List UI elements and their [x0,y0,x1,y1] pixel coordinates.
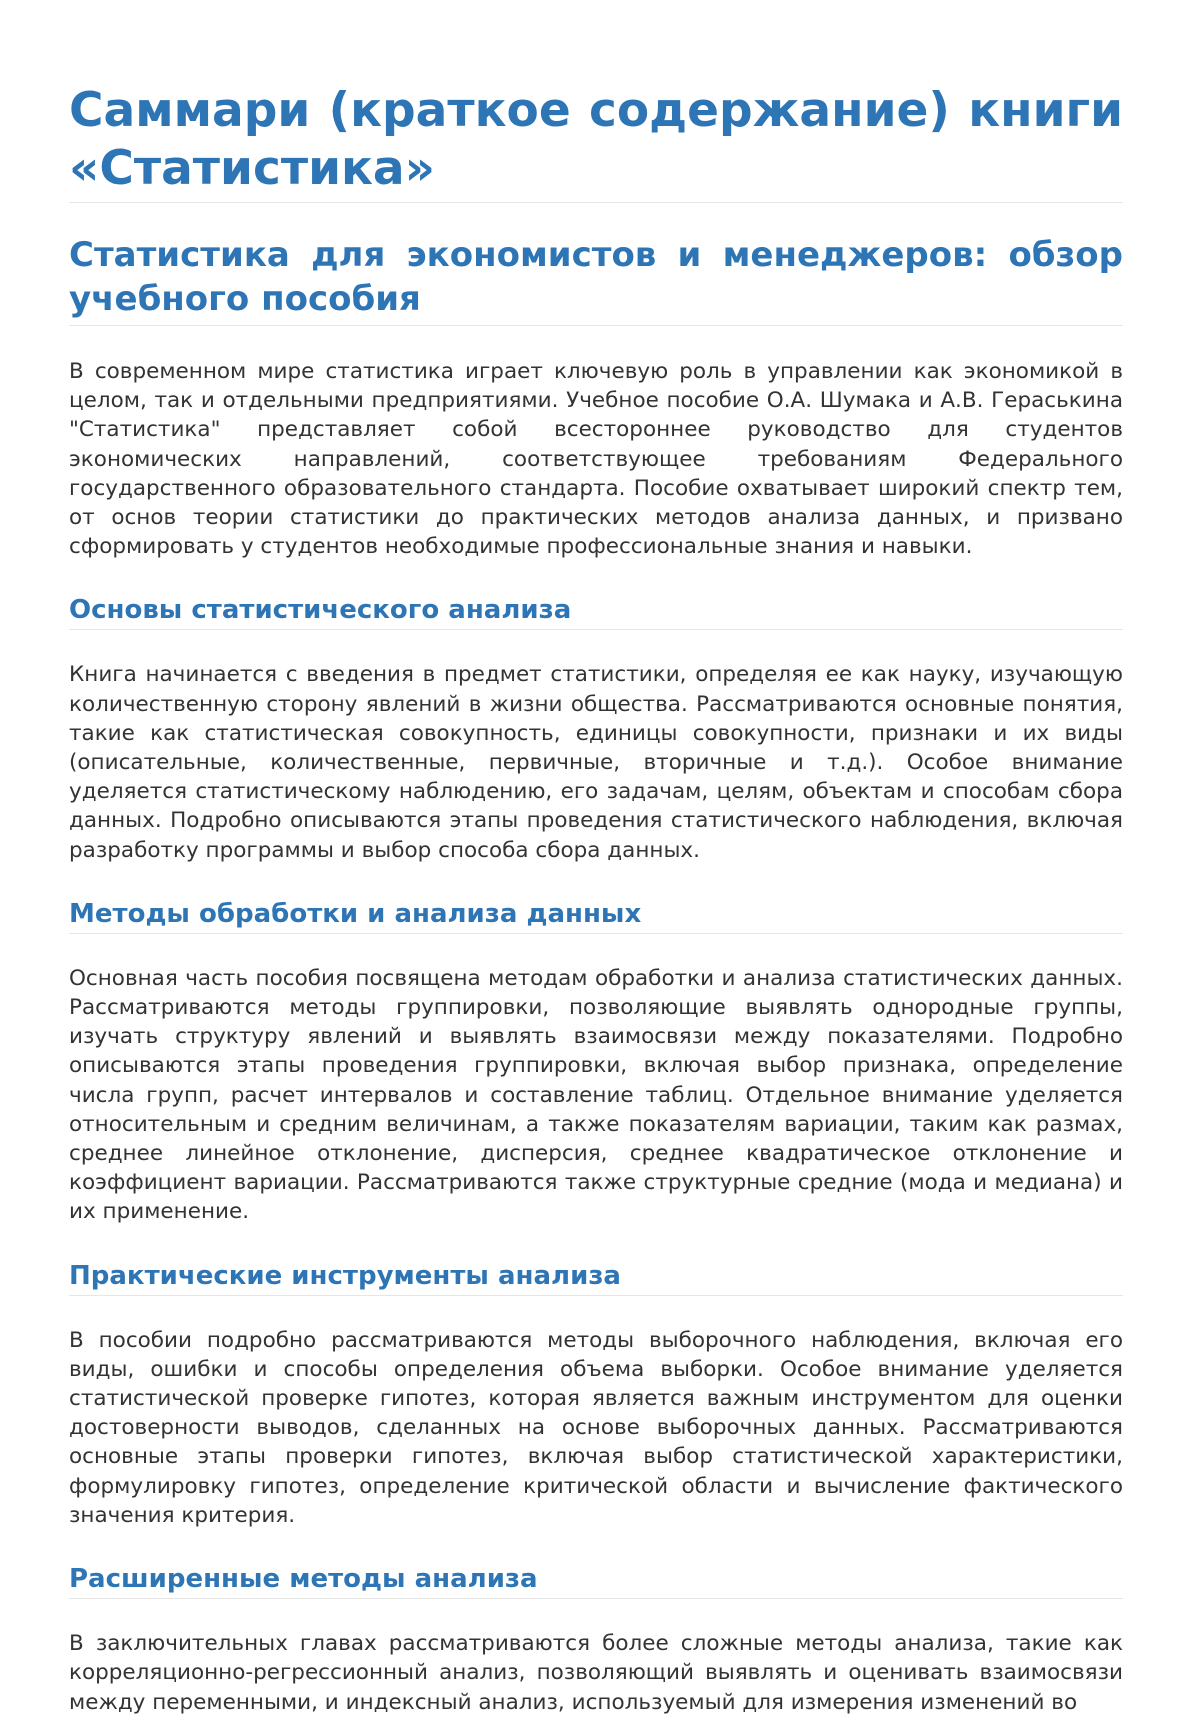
section-paragraph-advanced-methods: В заключительных главах рассматриваются более сложные методы анализа, такие как корреляционно-регрессионный анализ, позволяющий выявлять и оценивать взаимосвязи между переменными, и индексный анализ, используемый для измерения изменений во [69,1631,1123,1715]
intro-paragraph: В современном мире статистика играет ключевую роль в управлении как экономикой в целом, так и отдельными предприятиями. Учебное пособие О.А. Шумака и А.В. Гераськина "Статистика" представляет собой всестороннее руководство для студентов экономических направлений, соответствующее требованиям Федерального государственного образовательного стандарта. Пособие охватывает широкий спектр тем, от основ теории статистики до практических методов анализа данных, и призвано сформировать у студентов необходимые профессиональные знания и навыки. [69,359,1123,560]
document-subtitle: Статистика для экономистов и менеджеров: обзор учебного пособия [69,233,1123,326]
section-heading-advanced-methods: Расширенные методы анализа [69,1563,1123,1599]
section-paragraph-practical-tools: В пособии подробно рассматриваются методы выборочного наблюдения, включая его виды, ошибки и способы определения объема выборки. Особое внимание уделяется статистической проверке гипотез, которая является важным инструментом для оценки достоверности выводов, сделанных на основе выборочных данных. Рассматриваются основные этапы проверки гипотез, включая выбор статистической характеристики, формулировку гипотез, определение критической области и вычисление фактического значения критерия. [69,1327,1123,1528]
section-heading-practical-tools: Практические инструменты анализа [69,1260,1123,1296]
section-heading-methods: Методы обработки и анализа данных [69,898,1123,934]
document-page [69,82,1123,1717]
section-heading-basics: Основы статистического анализа [69,594,1123,630]
section-paragraph-methods: Основная часть пособия посвящена методам обработки и анализа статистических данных. Рассматриваются методы группировки, позволяющие выявлять однородные группы, изучать структуру явлений и выявлять взаимосвязи между показателями. Подробно описываются этапы проведения группировки, включая выбор признака, определение числа групп, расчет интервалов и составление таблиц. Отдельное внимание уделяется относительным и средним величинам, а также показателям вариации, таким как размах, среднее линейное отклонение, дисперсия, среднее квадратическое отклонение и коэффициент вариации. Рассматриваются также структурные средние (мода и медиана) и их применение. [69,965,1123,1225]
section-paragraph-basics: Книга начинается с введения в предмет статистики, определяя ее как науку, изучающую количественную сторону явлений в жизни общества. Рассматриваются основные понятия, такие как статистическая совокупность, единицы совокупности, признаки и их виды (описательные, количественные, первичные, вторичные и т.д.). Особое внимание уделяется статистическому наблюдению, его задачам, целям, объектам и способам сбора данных. Подробно описываются этапы проведения статистического наблюдения, включая разработку программы и выбор способа сбора данных. [69,662,1123,863]
document-title: Саммари (краткое содержание) книги «Статистика» [69,82,1123,203]
